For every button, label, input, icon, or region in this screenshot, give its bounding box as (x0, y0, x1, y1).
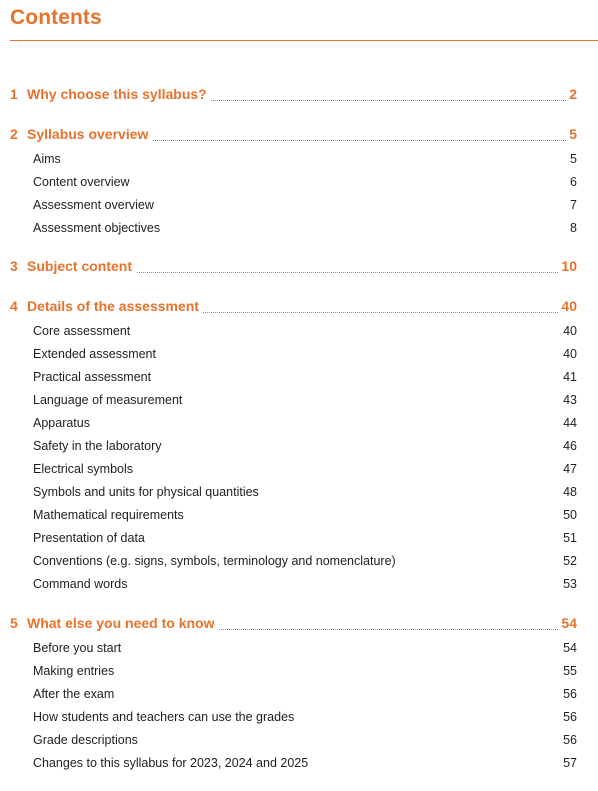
section-page-number: 10 (558, 258, 577, 274)
entry-page-number: 7 (570, 198, 577, 212)
entry-title: Assessment objectives (33, 221, 161, 235)
toc-entry[interactable] (0, 528, 598, 551)
toc-section (0, 298, 598, 597)
entry-title: How students and teachers can use the grades (33, 710, 295, 724)
section-title: Details of the assessment (27, 298, 203, 314)
toc-entry[interactable] (0, 730, 598, 753)
entry-page-number: 50 (563, 508, 577, 522)
toc-entry[interactable] (0, 172, 598, 195)
toc-section (0, 615, 598, 776)
entry-title: Grade descriptions (33, 733, 138, 747)
entry-title: Presentation of data (33, 531, 145, 545)
entry-page-number: 56 (563, 687, 577, 701)
toc-section (0, 258, 598, 278)
section-page-number: 54 (558, 615, 577, 631)
toc-section-heading[interactable] (0, 615, 598, 635)
toc-entry[interactable] (0, 459, 598, 482)
entry-page-number: 40 (563, 347, 577, 361)
entry-title: Aims (33, 152, 61, 166)
entry-title: Conventions (e.g. signs, symbols, terminology and nomenclature) (33, 554, 396, 568)
toc-entry[interactable] (0, 390, 598, 413)
entry-page-number: 47 (563, 462, 577, 476)
entry-title: Symbols and units for physical quantities (33, 485, 259, 499)
section-number: 3 (10, 258, 18, 274)
entry-title: Electrical symbols (33, 462, 134, 476)
toc-section-heading[interactable] (0, 126, 598, 146)
entry-page-number: 51 (563, 531, 577, 545)
toc-entry[interactable] (0, 661, 598, 684)
toc-entry[interactable] (0, 551, 598, 574)
entry-title: After the exam (33, 687, 115, 701)
entry-title: Making entries (33, 664, 115, 678)
entry-page-number: 43 (563, 393, 577, 407)
section-number: 1 (10, 86, 18, 102)
toc-entry[interactable] (0, 218, 598, 241)
entry-page-number: 8 (570, 221, 577, 235)
entry-title: Before you start (33, 641, 122, 655)
page-title: Contents (10, 6, 102, 29)
entry-page-number: 41 (563, 370, 577, 384)
section-page-number: 40 (558, 298, 577, 314)
entry-page-number: 54 (563, 641, 577, 655)
section-title: Subject content (27, 258, 136, 274)
entry-title: Content overview (33, 175, 130, 189)
entry-page-number: 5 (570, 152, 577, 166)
toc-entry[interactable] (0, 482, 598, 505)
entry-page-number: 46 (563, 439, 577, 453)
toc-entry[interactable] (0, 684, 598, 707)
toc-section (0, 86, 598, 106)
toc-entry[interactable] (0, 638, 598, 661)
entry-title: Practical assessment (33, 370, 152, 384)
entry-page-number: 56 (563, 710, 577, 724)
toc-section-heading[interactable] (0, 298, 598, 318)
section-page-number: 5 (566, 126, 577, 142)
toc-entry[interactable] (0, 413, 598, 436)
toc-section (0, 126, 598, 241)
entry-title: Command words (33, 577, 128, 591)
entry-title: Apparatus (33, 416, 90, 430)
section-page-number: 2 (566, 86, 577, 102)
section-number: 5 (10, 615, 18, 631)
toc-entry[interactable] (0, 753, 598, 776)
toc-section-heading[interactable] (0, 86, 598, 106)
toc-entry[interactable] (0, 344, 598, 367)
section-title: Why choose this syllabus? (27, 86, 211, 102)
entry-page-number: 57 (563, 756, 577, 770)
entry-title: Safety in the laboratory (33, 439, 162, 453)
entry-title: Mathematical requirements (33, 508, 184, 522)
section-title: What else you need to know (27, 615, 218, 631)
toc-subsection-list (0, 321, 598, 597)
entry-page-number: 48 (563, 485, 577, 499)
section-number: 4 (10, 298, 18, 314)
section-number: 2 (10, 126, 18, 142)
toc-entry[interactable] (0, 149, 598, 172)
toc-section-heading[interactable] (0, 258, 598, 278)
title-divider (10, 40, 598, 41)
entry-title: Extended assessment (33, 347, 156, 361)
toc-entry[interactable] (0, 505, 598, 528)
entry-page-number: 40 (563, 324, 577, 338)
section-title: Syllabus overview (27, 126, 152, 142)
entry-page-number: 44 (563, 416, 577, 430)
toc-entry[interactable] (0, 195, 598, 218)
toc-entry[interactable] (0, 707, 598, 730)
toc-entry[interactable] (0, 367, 598, 390)
entry-page-number: 55 (563, 664, 577, 678)
entry-title: Changes to this syllabus for 2023, 2024 and 2025 (33, 756, 309, 770)
toc-entry[interactable] (0, 436, 598, 459)
toc-subsection-list (0, 149, 598, 241)
toc-entry[interactable] (0, 321, 598, 344)
toc-entry[interactable] (0, 574, 598, 597)
entry-title: Assessment overview (33, 198, 154, 212)
entry-page-number: 56 (563, 733, 577, 747)
entry-page-number: 53 (563, 577, 577, 591)
entry-page-number: 6 (570, 175, 577, 189)
entry-title: Core assessment (33, 324, 131, 338)
toc-subsection-list (0, 638, 598, 776)
entry-title: Language of measurement (33, 393, 183, 407)
entry-page-number: 52 (563, 554, 577, 568)
